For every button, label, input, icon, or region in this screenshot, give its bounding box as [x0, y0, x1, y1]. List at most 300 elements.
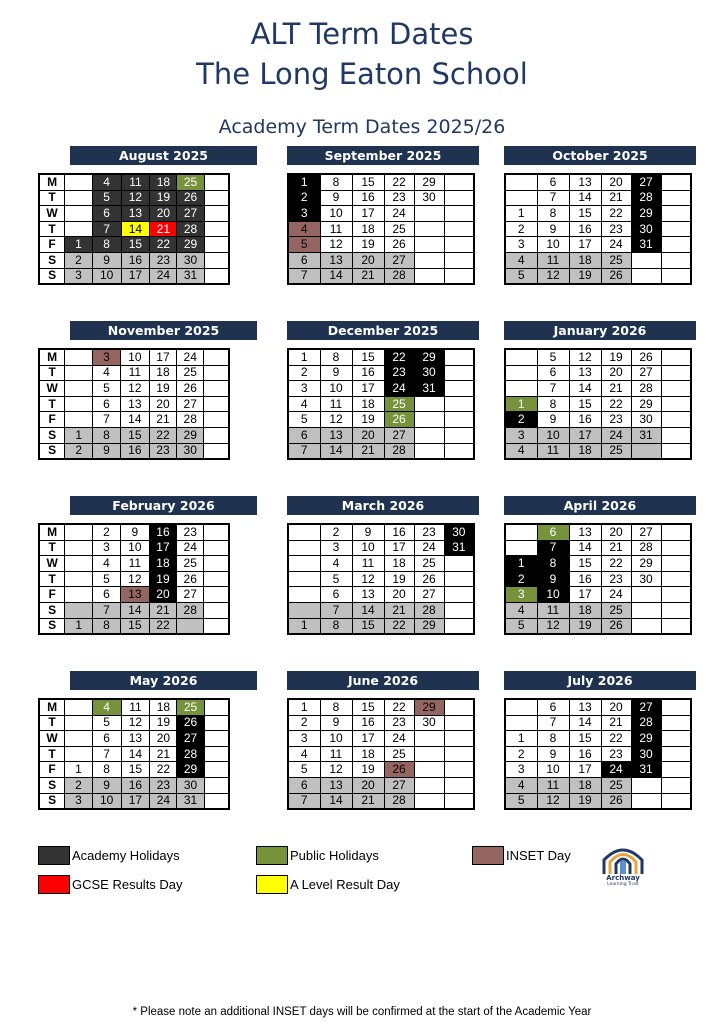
- date-cell: 12: [320, 412, 352, 428]
- date-cell: [204, 190, 229, 206]
- date-cell: [661, 540, 691, 556]
- week-row: [39, 412, 229, 428]
- legend-label: Academy Holidays: [72, 848, 180, 863]
- week-row: [288, 602, 474, 618]
- date-cell: 31: [631, 762, 661, 778]
- date-cell: 2: [288, 190, 320, 206]
- date-cell: 11: [320, 746, 352, 762]
- date-cell: 27: [177, 206, 204, 222]
- date-cell: 4: [505, 777, 537, 793]
- week-row: [288, 349, 474, 365]
- date-cell: 19: [569, 268, 601, 284]
- date-cell: 14: [121, 221, 150, 237]
- date-cell: 19: [149, 571, 176, 587]
- date-cell: [661, 443, 691, 459]
- week-row: [39, 190, 229, 206]
- date-cell: 15: [352, 349, 384, 365]
- date-cell: 18: [569, 602, 601, 618]
- date-cell: 24: [177, 349, 204, 365]
- date-cell: 4: [505, 602, 537, 618]
- date-cell: 23: [384, 365, 414, 381]
- week-row: [505, 190, 691, 206]
- date-cell: 28: [177, 602, 204, 618]
- date-cell: 1: [505, 731, 537, 747]
- day-label: T: [39, 190, 65, 206]
- date-cell: 16: [384, 524, 414, 540]
- date-cell: 6: [537, 174, 569, 190]
- date-cell: [65, 731, 93, 747]
- date-cell: [288, 602, 320, 618]
- date-cell: 3: [505, 762, 537, 778]
- date-cell: 8: [320, 699, 352, 715]
- week-row: [505, 237, 691, 253]
- date-cell: 4: [288, 746, 320, 762]
- week-row: [39, 237, 229, 253]
- day-label: W: [39, 381, 65, 397]
- date-cell: 6: [92, 206, 121, 222]
- date-cell: 4: [320, 556, 352, 572]
- date-cell: 8: [537, 206, 569, 222]
- date-cell: 2: [288, 715, 320, 731]
- month-calendar: [504, 496, 696, 635]
- date-cell: [661, 365, 691, 381]
- month-grid: [38, 348, 230, 460]
- week-row: [505, 556, 691, 572]
- date-cell: 9: [320, 715, 352, 731]
- date-cell: [204, 777, 229, 793]
- date-cell: [204, 715, 229, 731]
- date-cell: 15: [121, 762, 150, 778]
- date-cell: 13: [120, 587, 149, 603]
- date-cell: [631, 602, 661, 618]
- date-cell: 26: [177, 381, 204, 397]
- week-row: [288, 268, 474, 284]
- date-cell: 10: [537, 237, 569, 253]
- date-cell: [444, 602, 474, 618]
- month-grid: [504, 523, 692, 635]
- date-cell: 20: [352, 777, 384, 793]
- week-row: [39, 540, 229, 556]
- date-cell: 29: [414, 618, 444, 634]
- month-calendar: [38, 496, 230, 635]
- date-cell: 6: [92, 731, 121, 747]
- date-cell: [204, 793, 229, 809]
- date-cell: 11: [320, 221, 352, 237]
- date-cell: 26: [384, 412, 414, 428]
- day-label: M: [39, 349, 65, 365]
- date-cell: 22: [150, 762, 177, 778]
- date-cell: 3: [93, 349, 121, 365]
- month-header: December 2025: [287, 321, 479, 340]
- date-cell: 16: [569, 221, 601, 237]
- legend-public-holidays: [256, 846, 379, 865]
- date-cell: 9: [320, 365, 352, 381]
- date-cell: 18: [150, 699, 177, 715]
- date-cell: 5: [93, 571, 121, 587]
- date-cell: 7: [320, 602, 352, 618]
- date-cell: 7: [537, 715, 569, 731]
- week-row: [288, 524, 474, 540]
- date-cell: [505, 715, 537, 731]
- week-row: [39, 731, 229, 747]
- date-cell: 25: [601, 602, 631, 618]
- date-cell: 20: [601, 524, 631, 540]
- week-row: [505, 540, 691, 556]
- date-cell: 3: [288, 206, 320, 222]
- date-cell: 9: [92, 252, 121, 268]
- week-row: [39, 396, 229, 412]
- date-cell: [505, 349, 537, 365]
- date-cell: 17: [569, 427, 601, 443]
- week-row: [288, 190, 474, 206]
- week-row: [39, 746, 229, 762]
- date-cell: 19: [601, 349, 631, 365]
- date-cell: 28: [384, 793, 414, 809]
- date-cell: 20: [352, 427, 384, 443]
- date-cell: 21: [601, 190, 631, 206]
- date-cell: [177, 618, 204, 634]
- date-cell: 10: [537, 427, 569, 443]
- legend-inset-day: [472, 846, 571, 865]
- week-row: [288, 381, 474, 397]
- date-cell: 31: [631, 237, 661, 253]
- date-cell: [204, 524, 229, 540]
- date-cell: [661, 381, 691, 397]
- month-calendar: [38, 671, 230, 810]
- date-cell: [444, 190, 474, 206]
- date-cell: [65, 365, 93, 381]
- date-cell: 1: [288, 174, 320, 190]
- date-cell: 9: [120, 524, 149, 540]
- date-cell: 3: [320, 540, 352, 556]
- date-cell: [204, 221, 229, 237]
- date-cell: 6: [93, 396, 121, 412]
- date-cell: [414, 427, 444, 443]
- date-cell: 22: [149, 427, 176, 443]
- date-cell: 18: [149, 556, 176, 572]
- date-cell: [661, 556, 691, 572]
- date-cell: [65, 190, 93, 206]
- month-grid: [287, 173, 475, 285]
- week-row: [288, 699, 474, 715]
- date-cell: 17: [149, 349, 176, 365]
- date-cell: [204, 571, 229, 587]
- month-header: June 2026: [287, 671, 479, 690]
- date-cell: 6: [537, 365, 569, 381]
- date-cell: 31: [631, 427, 661, 443]
- date-cell: 24: [384, 381, 414, 397]
- week-row: [288, 237, 474, 253]
- date-cell: [505, 365, 537, 381]
- date-cell: 28: [631, 540, 661, 556]
- week-row: [39, 381, 229, 397]
- date-cell: [204, 427, 229, 443]
- date-cell: 10: [120, 349, 149, 365]
- week-row: [505, 699, 691, 715]
- date-cell: [444, 762, 474, 778]
- date-cell: 22: [384, 699, 414, 715]
- week-row: [505, 268, 691, 284]
- date-cell: [204, 556, 229, 572]
- day-label: S: [39, 793, 65, 809]
- date-cell: 5: [505, 618, 537, 634]
- date-cell: 8: [93, 618, 121, 634]
- date-cell: 30: [631, 571, 661, 587]
- month-header: February 2026: [70, 496, 257, 515]
- month-grid: [38, 173, 230, 285]
- date-cell: 20: [150, 731, 177, 747]
- month-calendar: [38, 146, 230, 285]
- date-cell: 20: [601, 365, 631, 381]
- week-row: [505, 731, 691, 747]
- date-cell: [65, 174, 93, 190]
- date-cell: [444, 365, 474, 381]
- date-cell: 11: [120, 556, 149, 572]
- date-cell: 10: [537, 587, 569, 603]
- date-cell: 15: [569, 731, 601, 747]
- date-cell: [444, 412, 474, 428]
- date-cell: [65, 540, 93, 556]
- date-cell: 25: [414, 556, 444, 572]
- date-cell: [444, 221, 474, 237]
- date-cell: 15: [120, 618, 149, 634]
- gcse-results-swatch: [38, 875, 70, 894]
- date-cell: [414, 443, 444, 459]
- date-cell: 25: [601, 777, 631, 793]
- week-row: [505, 349, 691, 365]
- page-title: ALT Term Dates: [250, 17, 474, 51]
- week-row: [39, 556, 229, 572]
- week-row: [39, 587, 229, 603]
- month-header: January 2026: [504, 321, 696, 340]
- date-cell: 10: [320, 731, 352, 747]
- archway-logo: [598, 844, 648, 890]
- date-cell: 14: [569, 715, 601, 731]
- logo-text: Archway: [606, 874, 640, 882]
- week-row: [39, 762, 229, 778]
- week-row: [505, 777, 691, 793]
- date-cell: 28: [177, 412, 204, 428]
- date-cell: [65, 381, 93, 397]
- month-calendar: [504, 146, 696, 285]
- day-label: S: [39, 777, 65, 793]
- date-cell: 1: [288, 618, 320, 634]
- week-row: [39, 443, 229, 459]
- date-cell: [444, 699, 474, 715]
- month-calendar: [287, 496, 479, 635]
- date-cell: 22: [601, 396, 631, 412]
- date-cell: [204, 381, 229, 397]
- date-cell: [204, 746, 229, 762]
- date-cell: 9: [93, 443, 121, 459]
- date-cell: [288, 540, 320, 556]
- date-cell: 6: [537, 524, 569, 540]
- date-cell: 11: [537, 252, 569, 268]
- date-cell: 9: [537, 746, 569, 762]
- date-cell: 10: [537, 762, 569, 778]
- week-row: [39, 571, 229, 587]
- date-cell: [505, 190, 537, 206]
- date-cell: 25: [177, 365, 204, 381]
- date-cell: 24: [384, 206, 414, 222]
- month-grid: [504, 173, 692, 285]
- date-cell: 7: [288, 268, 320, 284]
- date-cell: 25: [601, 252, 631, 268]
- date-cell: 13: [320, 777, 352, 793]
- date-cell: [631, 793, 661, 809]
- date-cell: [444, 427, 474, 443]
- date-cell: 17: [121, 268, 150, 284]
- date-cell: 19: [352, 412, 384, 428]
- day-label: F: [39, 762, 65, 778]
- day-label: S: [39, 618, 65, 634]
- date-cell: 23: [384, 190, 414, 206]
- date-cell: 28: [384, 443, 414, 459]
- date-cell: 17: [352, 206, 384, 222]
- date-cell: [661, 587, 691, 603]
- date-cell: [65, 524, 93, 540]
- date-cell: [505, 381, 537, 397]
- date-cell: 11: [320, 396, 352, 412]
- date-cell: 9: [92, 777, 121, 793]
- week-row: [288, 762, 474, 778]
- date-cell: [204, 540, 229, 556]
- date-cell: 7: [537, 540, 569, 556]
- date-cell: 23: [177, 524, 204, 540]
- date-cell: 16: [149, 524, 176, 540]
- date-cell: 1: [505, 556, 537, 572]
- date-cell: 10: [320, 381, 352, 397]
- date-cell: 25: [384, 746, 414, 762]
- day-label: T: [39, 396, 65, 412]
- date-cell: 22: [149, 618, 176, 634]
- date-cell: [631, 777, 661, 793]
- date-cell: 14: [352, 602, 384, 618]
- date-cell: 5: [505, 268, 537, 284]
- week-row: [505, 587, 691, 603]
- week-row: [505, 396, 691, 412]
- date-cell: 18: [569, 777, 601, 793]
- date-cell: 26: [177, 571, 204, 587]
- week-row: [505, 381, 691, 397]
- week-row: [505, 221, 691, 237]
- week-row: [505, 524, 691, 540]
- month-header: May 2026: [70, 671, 257, 690]
- date-cell: 16: [121, 252, 150, 268]
- date-cell: 20: [352, 252, 384, 268]
- day-label: M: [39, 174, 65, 190]
- date-cell: 6: [288, 427, 320, 443]
- date-cell: 10: [92, 268, 121, 284]
- date-cell: [414, 777, 444, 793]
- day-label: S: [39, 427, 65, 443]
- date-cell: 18: [352, 221, 384, 237]
- legend-gcse-results: [38, 875, 183, 894]
- date-cell: 9: [320, 190, 352, 206]
- week-row: [505, 715, 691, 731]
- date-cell: [444, 746, 474, 762]
- date-cell: 17: [352, 731, 384, 747]
- date-cell: 10: [352, 540, 384, 556]
- date-cell: 7: [92, 746, 121, 762]
- week-row: [39, 793, 229, 809]
- date-cell: 2: [65, 443, 93, 459]
- week-row: [505, 602, 691, 618]
- day-label: M: [39, 699, 65, 715]
- public-holiday-swatch: [256, 846, 288, 865]
- date-cell: [444, 793, 474, 809]
- week-row: [288, 571, 474, 587]
- date-cell: 5: [320, 571, 352, 587]
- date-cell: 14: [569, 540, 601, 556]
- date-cell: 28: [631, 381, 661, 397]
- week-row: [39, 427, 229, 443]
- date-cell: 30: [177, 252, 204, 268]
- month-grid: [38, 698, 230, 810]
- date-cell: 8: [537, 731, 569, 747]
- date-cell: 2: [320, 524, 352, 540]
- date-cell: [505, 174, 537, 190]
- date-cell: 16: [352, 365, 384, 381]
- date-cell: 1: [65, 762, 93, 778]
- date-cell: [414, 412, 444, 428]
- month-grid: [287, 523, 475, 635]
- date-cell: [661, 618, 691, 634]
- date-cell: [661, 237, 691, 253]
- day-label: F: [39, 237, 65, 253]
- day-label: T: [39, 540, 65, 556]
- date-cell: 17: [569, 762, 601, 778]
- date-cell: [661, 206, 691, 222]
- date-cell: 30: [631, 746, 661, 762]
- date-cell: 14: [121, 746, 150, 762]
- date-cell: 23: [601, 412, 631, 428]
- date-cell: 21: [149, 602, 176, 618]
- date-cell: [204, 365, 229, 381]
- week-row: [39, 221, 229, 237]
- date-cell: 27: [414, 587, 444, 603]
- month-grid: [504, 348, 692, 460]
- date-cell: 19: [352, 762, 384, 778]
- date-cell: 17: [384, 540, 414, 556]
- date-cell: [65, 715, 93, 731]
- date-cell: 23: [384, 715, 414, 731]
- date-cell: 26: [384, 762, 414, 778]
- date-cell: 13: [121, 731, 150, 747]
- date-cell: 8: [320, 618, 352, 634]
- week-row: [288, 174, 474, 190]
- month-header: July 2026: [504, 671, 696, 690]
- date-cell: [444, 618, 474, 634]
- date-cell: 21: [150, 746, 177, 762]
- date-cell: 30: [414, 190, 444, 206]
- date-cell: 26: [601, 618, 631, 634]
- date-cell: 15: [352, 699, 384, 715]
- week-row: [288, 540, 474, 556]
- date-cell: 31: [177, 793, 204, 809]
- date-cell: 22: [384, 618, 414, 634]
- date-cell: 20: [150, 206, 177, 222]
- date-cell: 7: [288, 443, 320, 459]
- date-cell: 20: [149, 587, 176, 603]
- day-label: F: [39, 412, 65, 428]
- date-cell: 5: [288, 762, 320, 778]
- date-cell: 18: [569, 252, 601, 268]
- date-cell: [414, 206, 444, 222]
- date-cell: [65, 699, 93, 715]
- week-row: [288, 587, 474, 603]
- date-cell: 23: [414, 524, 444, 540]
